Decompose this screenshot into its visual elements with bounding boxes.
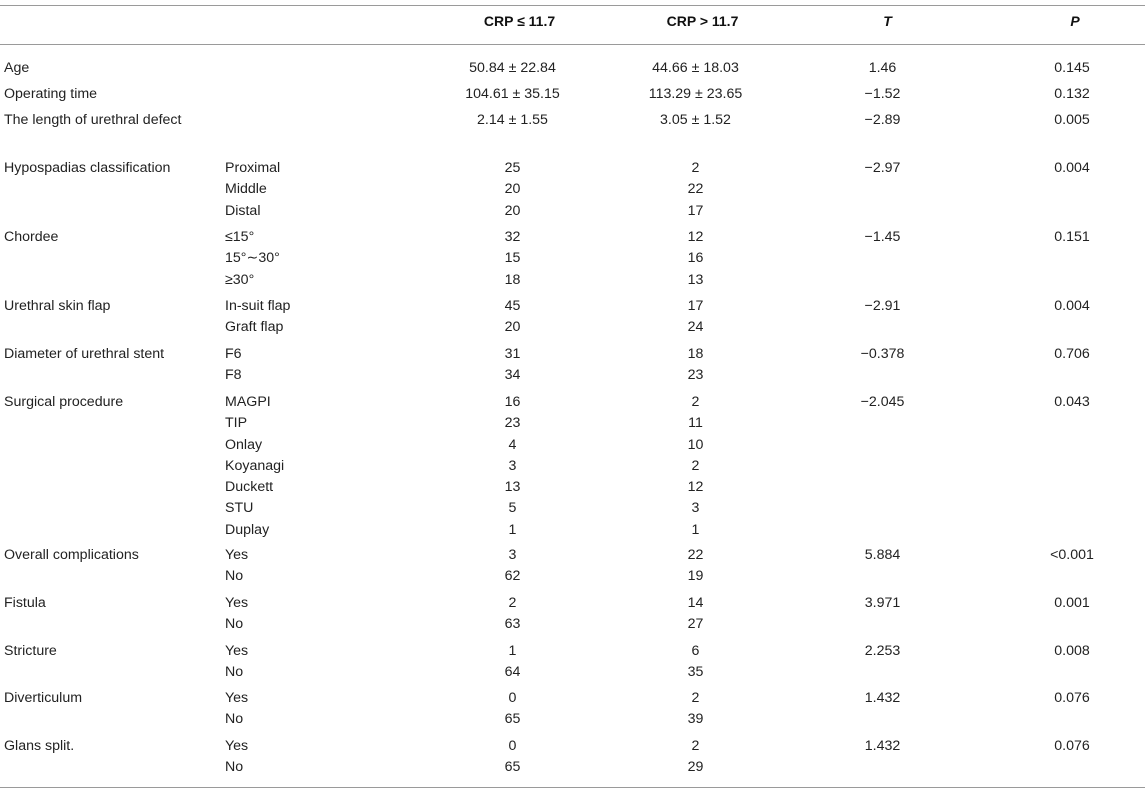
crp-high-values: 2 39 — [687, 690, 704, 728]
header-crp-low: CRP ≤ 11.7 — [483, 13, 556, 29]
row-sublabels: Yes No — [225, 738, 249, 776]
crp-low-values: 3 62 — [504, 547, 521, 585]
bottom-rule — [0, 787, 1145, 788]
crp-high-values: 17 24 — [687, 298, 704, 336]
crp-high-values: 44.66 ± 18.03 — [652, 60, 739, 76]
crp-low-values: 45 20 — [504, 298, 521, 336]
row-label: Hypospadias classification — [4, 160, 171, 176]
p-value: 0.076 — [1054, 738, 1090, 754]
crp-high-values: 12 16 13 — [687, 229, 704, 288]
row-label: Age — [4, 60, 30, 76]
t-value: 1.432 — [864, 738, 901, 754]
crp-high-values: 14 27 — [687, 595, 704, 633]
p-value: 0.005 — [1054, 112, 1090, 128]
crp-low-values: 104.61 ± 35.15 — [465, 86, 560, 102]
row-sublabels: In-suit flap Graft flap — [225, 298, 291, 336]
crp-low-values: 16 23 4 3 13 5 1 — [504, 394, 521, 538]
crp-high-values: 2 29 — [687, 738, 704, 776]
t-value: −2.97 — [864, 160, 901, 176]
p-value: 0.706 — [1054, 346, 1090, 362]
crp-high-values: 113.29 ± 23.65 — [648, 86, 743, 102]
row-label: Operating time — [4, 86, 98, 102]
row-label: Surgical procedure — [4, 394, 124, 410]
t-value: −0.378 — [860, 346, 905, 362]
row-sublabels: Proximal Middle Distal — [225, 160, 281, 219]
row-sublabels: Yes No — [225, 595, 249, 633]
crp-high-values: 2 22 17 — [687, 160, 704, 219]
p-value: 0.004 — [1054, 298, 1090, 314]
crp-high-values: 3.05 ± 1.52 — [660, 112, 731, 128]
header-t: T — [883, 13, 892, 29]
crp-low-values: 31 34 — [504, 346, 521, 384]
t-value: −1.52 — [864, 86, 901, 102]
p-value: 0.151 — [1054, 229, 1090, 245]
crp-high-values: 18 23 — [687, 346, 704, 384]
crp-low-values: 0 65 — [504, 738, 521, 776]
row-label: Diameter of urethral stent — [4, 346, 165, 362]
t-value: −1.45 — [864, 229, 901, 245]
header-p: P — [1070, 13, 1080, 29]
header-crp-high: CRP > 11.7 — [666, 13, 739, 29]
t-value: −2.045 — [860, 394, 905, 410]
t-value: 1.432 — [864, 690, 901, 706]
t-value: 2.253 — [864, 643, 901, 659]
row-sublabels: Yes No — [225, 643, 249, 681]
p-value: 0.004 — [1054, 160, 1090, 176]
row-label: Stricture — [4, 643, 57, 659]
row-label: The length of urethral defect — [4, 112, 182, 128]
row-sublabels: ≤15° 15°∼30° ≥30° — [225, 229, 280, 288]
row-label: Fistula — [4, 595, 46, 611]
p-value: 0.001 — [1054, 595, 1090, 611]
row-sublabels: Yes No — [225, 547, 249, 585]
crp-high-values: 22 19 — [687, 547, 704, 585]
p-value: 0.008 — [1054, 643, 1090, 659]
crp-low-values: 32 15 18 — [504, 229, 521, 288]
top-rule — [0, 5, 1145, 6]
row-sublabels: F6 F8 — [225, 346, 242, 384]
crp-low-values: 1 64 — [504, 643, 521, 681]
t-value: −2.91 — [864, 298, 901, 314]
p-value: 0.145 — [1054, 60, 1090, 76]
p-value: 0.043 — [1054, 394, 1090, 410]
crp-low-values: 2 63 — [504, 595, 521, 633]
crp-high-values: 2 11 10 2 12 3 1 — [687, 394, 704, 538]
row-label: Glans split. — [4, 738, 75, 754]
row-sublabels: Yes No — [225, 690, 249, 728]
p-value: <0.001 — [1050, 547, 1094, 563]
crp-high-values: 6 35 — [687, 643, 704, 681]
row-label: Chordee — [4, 229, 59, 245]
p-value: 0.076 — [1054, 690, 1090, 706]
row-label: Urethral skin flap — [4, 298, 111, 314]
t-value: 1.46 — [868, 60, 897, 76]
t-value: 5.884 — [864, 547, 901, 563]
p-value: 0.132 — [1054, 86, 1090, 102]
header-rule — [0, 44, 1145, 45]
t-value: 3.971 — [864, 595, 901, 611]
crp-low-values: 2.14 ± 1.55 — [477, 112, 548, 128]
crp-low-values: 25 20 20 — [504, 160, 521, 219]
row-label: Diverticulum — [4, 690, 83, 706]
row-sublabels: MAGPI TIP Onlay Koyanagi Duckett STU Duplay — [225, 394, 285, 538]
row-label: Overall complications — [4, 547, 139, 563]
t-value: −2.89 — [864, 112, 901, 128]
crp-low-values: 0 65 — [504, 690, 521, 728]
crp-low-values: 50.84 ± 22.84 — [469, 60, 556, 76]
